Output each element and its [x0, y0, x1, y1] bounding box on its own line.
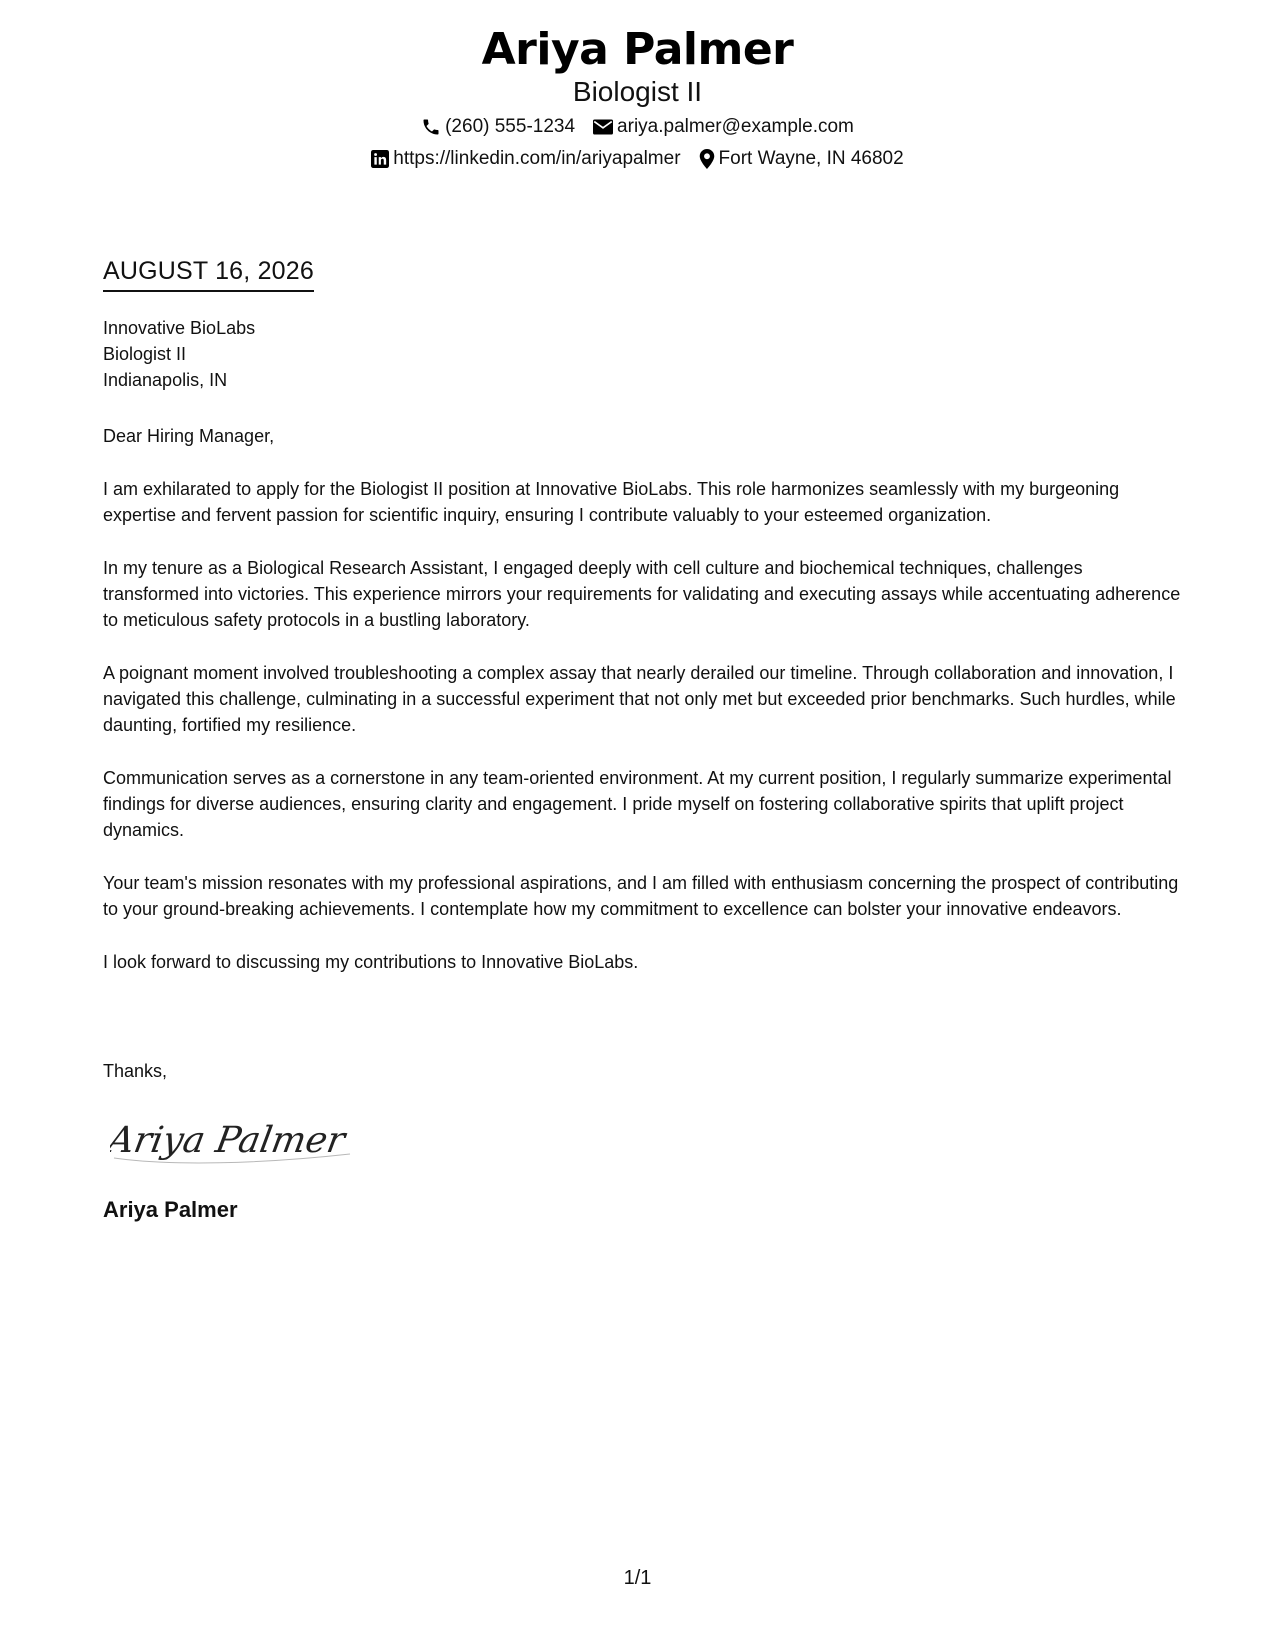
body-paragraph: I look forward to discussing my contributions to Innovative BioLabs.: [103, 952, 639, 972]
body-paragraph: I am exhilarated to apply for the Biologist II position at Innovative BioLabs. This role harmonizes seamlessly with my burgeoning expertise and fervent passion for scientific inquiry, ensuring I contribute valuably to your esteemed organization.: [103, 479, 1120, 525]
phone-number: (260) 555-1234: [445, 116, 576, 137]
page-number: 1/1: [623, 1567, 652, 1589]
recipient-location: Indianapolis, IN: [103, 370, 228, 390]
salutation: Dear Hiring Manager,: [103, 426, 275, 446]
linkedin-url: https://linkedin.com/in/ariyapalmer: [393, 148, 681, 169]
phone-contact: [421, 114, 575, 140]
linkedin-contact: [371, 146, 680, 172]
location-text: Fort Wayne, IN 46802: [718, 148, 904, 169]
letter-date: AUGUST 16, 2026: [103, 256, 314, 292]
body-paragraph: Communication serves as a cornerstone in any team-oriented environment. At my current position, I regularly summarize experimental findings for diverse audiences, ensuring clarity and engagement. I pride myself on fostering collaborative spirits that uplift project dynamics.: [103, 768, 1172, 840]
closing: Thanks,: [103, 1061, 168, 1081]
applicant-name: Ariya Palmer: [481, 24, 794, 75]
recipient-company: Innovative BioLabs: [103, 318, 256, 338]
applicant-title: Biologist II: [572, 76, 703, 107]
email-contact: [593, 114, 854, 140]
body-paragraph: In my tenure as a Biological Research Assistant, I engaged deeply with cell culture and biochemical techniques, challenges transformed into victories. This experience mirrors your requirements for validating and executing assays while accentuating adherence to meticulous safety protocols in a bustling laboratory.: [103, 558, 1181, 630]
recipient-position: Biologist II: [103, 344, 187, 364]
contact-row-primary: [0, 114, 1275, 140]
location-contact: [699, 146, 904, 172]
recipient-block: [103, 315, 255, 393]
signer-name: Ariya Palmer: [103, 1197, 238, 1222]
email-address: ariya.palmer@example.com: [617, 116, 854, 137]
body-paragraph: Your team's mission resonates with my professional aspirations, and I am filled with enthusiasm concerning the prospect of contributing to your ground-breaking achievements. I contemplate how my commitment to excellence can bolster your innovative endeavors.: [103, 873, 1179, 919]
signature-text: Ariya Palmer: [110, 1118, 349, 1161]
body-paragraph: A poignant moment involved troubleshooting a complex assay that nearly derailed our timeline. Through collaboration and innovation, I navigated this challenge, culminating in a successful experiment that not only met but exceeded prior benchmarks. Such hurdles, while daunting, fortified my resilience.: [103, 663, 1176, 735]
envelope-icon: [593, 119, 613, 135]
handwritten-signature: [110, 1108, 370, 1168]
phone-icon: [421, 117, 441, 137]
linkedin-icon: [371, 150, 389, 168]
letter-header: [0, 24, 1275, 172]
letter-body: [103, 423, 1183, 1002]
map-pin-icon: [699, 149, 715, 169]
contact-row-secondary: [0, 146, 1275, 172]
